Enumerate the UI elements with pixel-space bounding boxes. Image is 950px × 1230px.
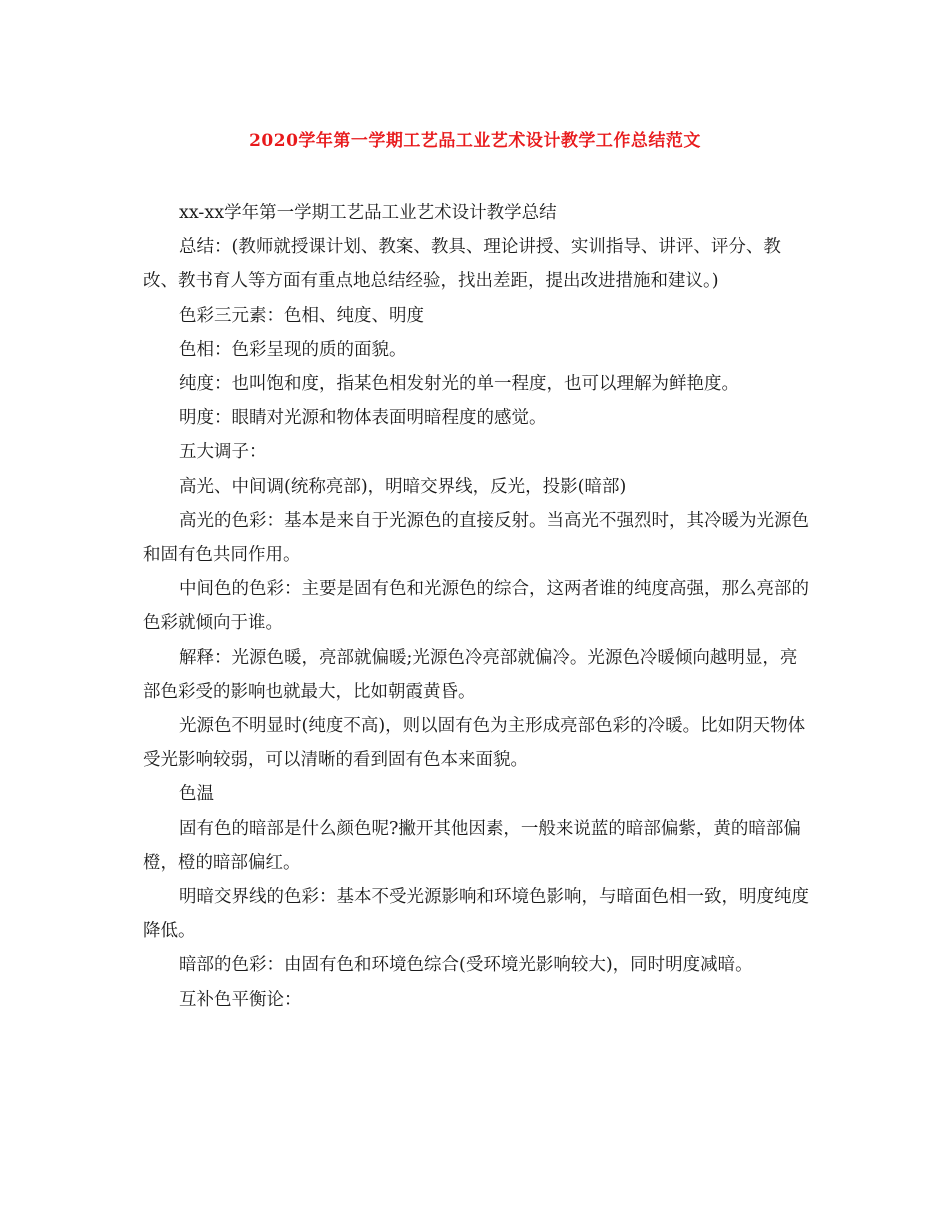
paragraph: 解释：光源色暖，亮部就偏暖;光源色冷亮部就偏冷。光源色冷暖倾向越明显，亮部色彩受的影响也就最大，比如朝霞黄昏。 xyxy=(143,647,798,702)
paragraph: 中间色的色彩：主要是固有色和光源色的综合，这两者谁的纯度高强，那么亮部的色彩就倾向于谁。 xyxy=(143,579,809,634)
paragraph: 光源色不明显时(纯度不高)，则以固有色为主形成亮部色彩的冷暖。比如阴天物体受光影响较弱，可以清晰的看到固有色本来面貌。 xyxy=(143,716,806,771)
paragraph: 五大调子： xyxy=(179,442,267,463)
document-title: 2020学年第一学期工艺品工业艺术设计教学工作总结范文 xyxy=(249,131,701,151)
paragraph: 明度：眼睛对光源和物体表面明暗程度的感觉。 xyxy=(179,408,547,429)
paragraph: 高光、中间调(统称亮部)，明暗交界线，反光，投影(暗部) xyxy=(179,476,627,497)
paragraph: 暗部的色彩：由固有色和环境色综合(受环境光影响较大)，同时明度减暗。 xyxy=(179,955,753,976)
paragraph: 色温 xyxy=(179,784,214,805)
paragraph: 纯度：也叫饱和度，指某色相发射光的单一程度，也可以理解为鲜艳度。 xyxy=(179,374,739,395)
paragraph: xx-xx学年第一学期工艺品工业艺术设计教学总结 xyxy=(179,203,557,223)
document-body xyxy=(143,196,811,1017)
paragraph: 总结：(教师就授课计划、教案、教具、理论讲授、实训指导、讲评、评分、教改、教书育人等方面有重点地总结经验，找出差距，提出改进措施和建议。) xyxy=(143,237,781,292)
paragraph: 互补色平衡论： xyxy=(179,989,302,1010)
paragraph: 明暗交界线的色彩：基本不受光源影响和环境色影响，与暗面色相一致，明度纯度降低。 xyxy=(143,887,809,942)
paragraph: 色彩三元素：色相、纯度、明度 xyxy=(179,305,424,326)
paragraph: 高光的色彩：基本是来自于光源色的直接反射。当高光不强烈时，其冷暖为光源色和固有色共同作用。 xyxy=(143,510,809,566)
paragraph: 固有色的暗部是什么颜色呢?撇开其他因素，一般来说蓝的暗部偏紫，黄的暗部偏橙，橙的暗部偏红。 xyxy=(143,818,801,873)
paragraph: 色相：色彩呈现的质的面貌。 xyxy=(179,339,407,360)
